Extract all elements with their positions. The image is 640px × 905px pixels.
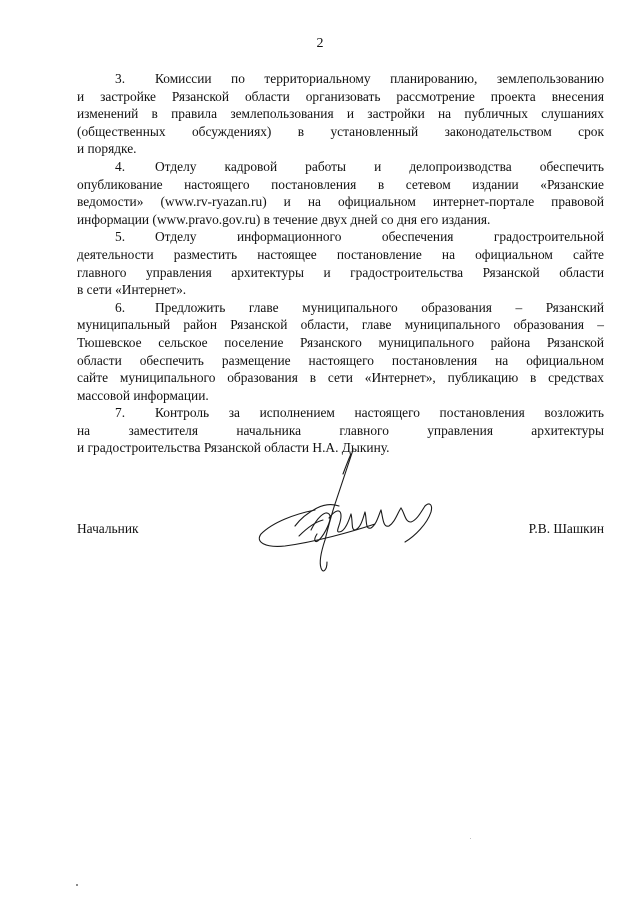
paragraph-6: [77, 299, 604, 405]
paragraph-line: Тюшевское сельское поселение Рязанского муниципального района Рязанской: [77, 334, 604, 350]
paragraph-number: 3.: [115, 71, 126, 86]
paragraph-text: Контроль за исполнением настоящего постановления возложить: [155, 405, 604, 421]
paragraph-number: 7.: [115, 405, 126, 421]
signatory-name: Р.В. Шашкин: [528, 521, 604, 536]
paragraph-line: опубликование настоящего постановления в сетевом издании «Рязанские: [77, 176, 604, 192]
paragraph-line: [77, 70, 604, 88]
paragraph-line: и порядке.: [77, 141, 137, 157]
signature-block: [77, 521, 604, 541]
paragraph-number: 5.: [115, 229, 126, 245]
handwritten-signature: [255, 448, 445, 583]
paragraph-line: [77, 404, 604, 422]
document-body: [77, 70, 604, 457]
paragraph-line: муниципальный район Рязанской области, главе муниципального образования –: [77, 317, 604, 333]
paragraph-text: Комиссии по территориальному планированию, землепользованию: [155, 71, 604, 86]
paragraph-line: (общественных обсуждениях) в установленный законодательством срок: [77, 123, 604, 139]
paragraph-line: [77, 158, 604, 176]
paragraph-line: и градостроительства Рязанской области Н.А. Дыкину.: [77, 440, 390, 456]
paragraph-line: в сети «Интернет».: [77, 282, 187, 298]
paragraph-text: Предложить главе муниципального образования – Рязанский: [155, 299, 604, 315]
paragraph-line: [77, 228, 604, 246]
paragraph-line: и застройке Рязанской области организовать рассмотрение проекта внесения: [77, 88, 604, 104]
paragraph-line: на заместителя начальника главного управления архитектуры: [77, 422, 604, 438]
page-number: 2: [316, 36, 324, 51]
paragraph-number: 4.: [115, 158, 126, 174]
paragraph-line: деятельности разместить настоящее постановление на официальном сайте: [77, 246, 604, 262]
paragraph-text: Отделу информационного обеспечения градостроительной: [155, 229, 604, 245]
paragraph-4: [77, 158, 604, 228]
paragraph-line: главного управления архитектуры и градостроительства Рязанской области: [77, 264, 604, 280]
paragraph-line: [77, 299, 604, 317]
paragraph-line: изменений в правила землепользования и застройки на публичных слушаниях: [77, 106, 604, 122]
signatory-title: Начальник: [77, 521, 139, 536]
paragraph-line: массовой информации.: [77, 387, 209, 403]
scan-speck: [76, 884, 78, 886]
scan-speck: [470, 838, 471, 839]
paragraph-3: [77, 70, 604, 158]
paragraph-number: 6.: [115, 299, 126, 315]
paragraph-line: ведомости» (www.rv-ryazan.ru) и на официальном интернет-портале правовой: [77, 194, 604, 210]
paragraph-line: сайте муниципального образования в сети «Интернет», публикацию в средствах: [77, 370, 604, 386]
paragraph-text: Отделу кадровой работы и делопроизводства обеспечить: [155, 158, 604, 174]
paragraph-line: информации (www.pravo.gov.ru) в течение двух дней со дня его издания.: [77, 211, 491, 227]
paragraph-line: области обеспечить размещение настоящего постановления на официальном: [77, 352, 604, 368]
paragraph-5: [77, 228, 604, 298]
